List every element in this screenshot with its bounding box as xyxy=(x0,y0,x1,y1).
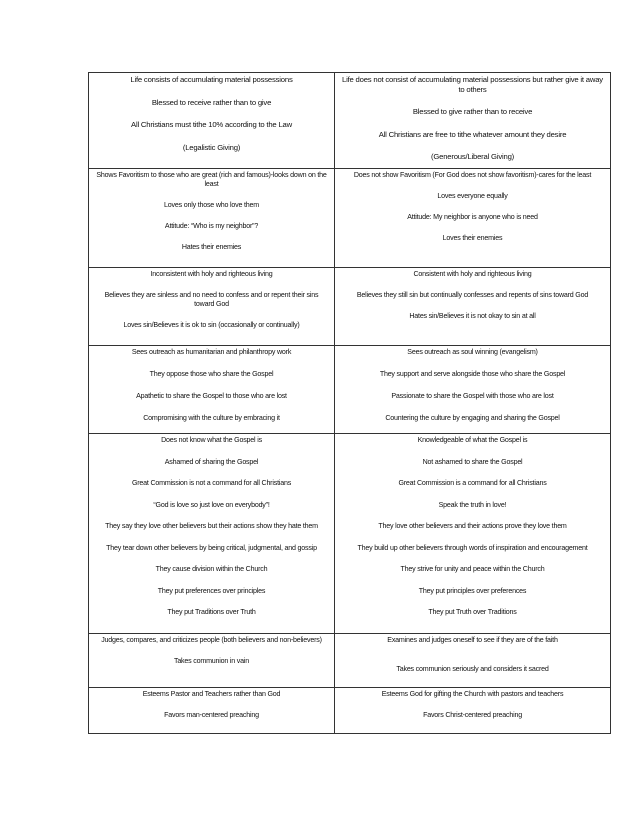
cell-line: Believes they still sin but continually confesses and repents of sins toward God xyxy=(356,291,589,299)
cell-line: (Generous/Liberal Giving) xyxy=(430,152,515,161)
cell-line: Life consists of accumulating material possessions xyxy=(130,75,293,84)
cell-line: All Christians are free to tithe whatever amount they desire xyxy=(378,129,567,139)
cell-line: Hates their enemies xyxy=(181,243,242,251)
cell-line: Examines and judges oneself to see if they are of the faith xyxy=(387,636,558,644)
cell-line: Does not show Favoritism (For God does not show favoritism)-cares for the least xyxy=(353,171,592,179)
cell-line: Favors Christ-centered preaching xyxy=(423,711,522,719)
table-row xyxy=(89,634,611,688)
cell-line: They support and serve alongside those who share the Gospel xyxy=(379,370,566,378)
cell-line: They put principles over preferences xyxy=(418,586,527,595)
left-cell xyxy=(89,169,335,268)
right-cell xyxy=(335,434,611,634)
right-cell xyxy=(335,346,611,434)
table-row xyxy=(89,268,611,346)
cell-line: They strive for unity and peace within the Church xyxy=(400,565,545,573)
cell-line: Great Commission is not a command for all Christians xyxy=(131,479,292,487)
left-cell xyxy=(89,634,335,688)
cell-line: They put Traditions over Truth xyxy=(167,608,256,616)
cell-line: Sees outreach as soul winning (evangelism) xyxy=(407,348,538,356)
cell-line: Inconsistent with holy and righteous living xyxy=(150,270,273,278)
right-cell xyxy=(335,268,611,346)
cell-line: They put Truth over Traditions xyxy=(428,608,517,616)
cell-line: Blessed to receive rather than to give xyxy=(151,97,272,107)
comparison-table xyxy=(88,72,611,734)
cell-line: Loves sin/Believes it is ok to sin (occasionally or continually) xyxy=(123,321,300,329)
right-cell xyxy=(335,73,611,169)
table-row xyxy=(89,688,611,734)
cell-line: Consistent with holy and righteous living xyxy=(413,270,532,278)
cell-line: They build up other believers through words of inspiration and encouragement xyxy=(357,543,588,552)
cell-line: Does not know what the Gospel is xyxy=(161,436,262,444)
table-row xyxy=(89,73,611,169)
cell-line: Not ashamed to share the Gospel xyxy=(422,457,523,466)
left-cell xyxy=(89,346,335,434)
cell-line: Shows Favoritism to those who are great (rich and famous)-looks down on the least xyxy=(96,171,327,188)
cell-line: Knowledgeable of what the Gospel is xyxy=(417,436,528,444)
cell-line: Believes they are sinless and no need to confess and or repent their sins toward God xyxy=(104,291,319,308)
right-cell xyxy=(335,688,611,734)
table-row xyxy=(89,434,611,634)
cell-line: Sees outreach as humanitarian and philanthropy work xyxy=(131,348,292,356)
cell-line: Life does not consist of accumulating material possessions but rather give it away to others xyxy=(342,75,603,94)
table-row xyxy=(89,346,611,434)
cell-line: Speak the truth in love! xyxy=(438,500,507,509)
cell-line: They oppose those who share the Gospel xyxy=(149,370,274,378)
cell-line: Hates sin/Believes it is not okay to sin at all xyxy=(409,312,536,320)
cell-line: They put preferences over principles xyxy=(157,586,266,595)
cell-line: Judges, compares, and criticizes people (both believers and non-believers) xyxy=(101,636,322,644)
left-cell xyxy=(89,73,335,169)
cell-line: Esteems Pastor and Teachers rather than God xyxy=(142,690,281,698)
cell-line: Loves their enemies xyxy=(442,234,503,242)
cell-line: Attitude: “Who is my neighbor”? xyxy=(164,222,259,230)
cell-line: Attitude: My neighbor is anyone who is need xyxy=(407,213,538,221)
cell-line: They love other believers and their actions prove they love them xyxy=(378,522,567,530)
cell-line: They tear down other believers by being critical, judgmental, and gossip xyxy=(106,543,317,552)
cell-line: They cause division within the Church xyxy=(155,565,268,573)
cell-line: Countering the culture by engaging and sharing the Gospel xyxy=(385,414,560,422)
cell-line: Blessed to give rather than to receive xyxy=(412,107,533,116)
cell-line: Takes communion seriously and considers it sacred xyxy=(396,665,549,673)
left-cell xyxy=(89,688,335,734)
cell-line: Ashamed of sharing the Gospel xyxy=(164,457,259,466)
cell-line: Great Commission is a command for all Christians xyxy=(398,479,547,487)
cell-line: Apathetic to share the Gospel to those who are lost xyxy=(136,392,287,400)
cell-line: (Legalistic Giving) xyxy=(182,142,241,152)
cell-line: Compromising with the culture by embracing it xyxy=(143,414,280,422)
cell-line: Favors man-centered preaching xyxy=(164,711,259,719)
cell-line: Takes communion in vain xyxy=(173,657,250,665)
comparison-table-body xyxy=(89,73,611,734)
cell-line: Passionate to share the Gospel with those who are lost xyxy=(391,392,554,400)
cell-line: Esteems God for gifting the Church with pastors and teachers xyxy=(381,690,564,698)
left-cell xyxy=(89,434,335,634)
right-cell xyxy=(335,169,611,268)
cell-line: They say they love other believers but their actions show they hate them xyxy=(105,522,318,530)
cell-line: Loves everyone equally xyxy=(437,192,508,200)
table-row xyxy=(89,169,611,268)
left-cell xyxy=(89,268,335,346)
cell-line: All Christians must tithe 10% according to the Law xyxy=(131,120,292,129)
cell-line: Loves only those who love them xyxy=(164,201,259,209)
right-cell xyxy=(335,634,611,688)
cell-line: “God is love so just love on everybody”! xyxy=(153,500,270,509)
